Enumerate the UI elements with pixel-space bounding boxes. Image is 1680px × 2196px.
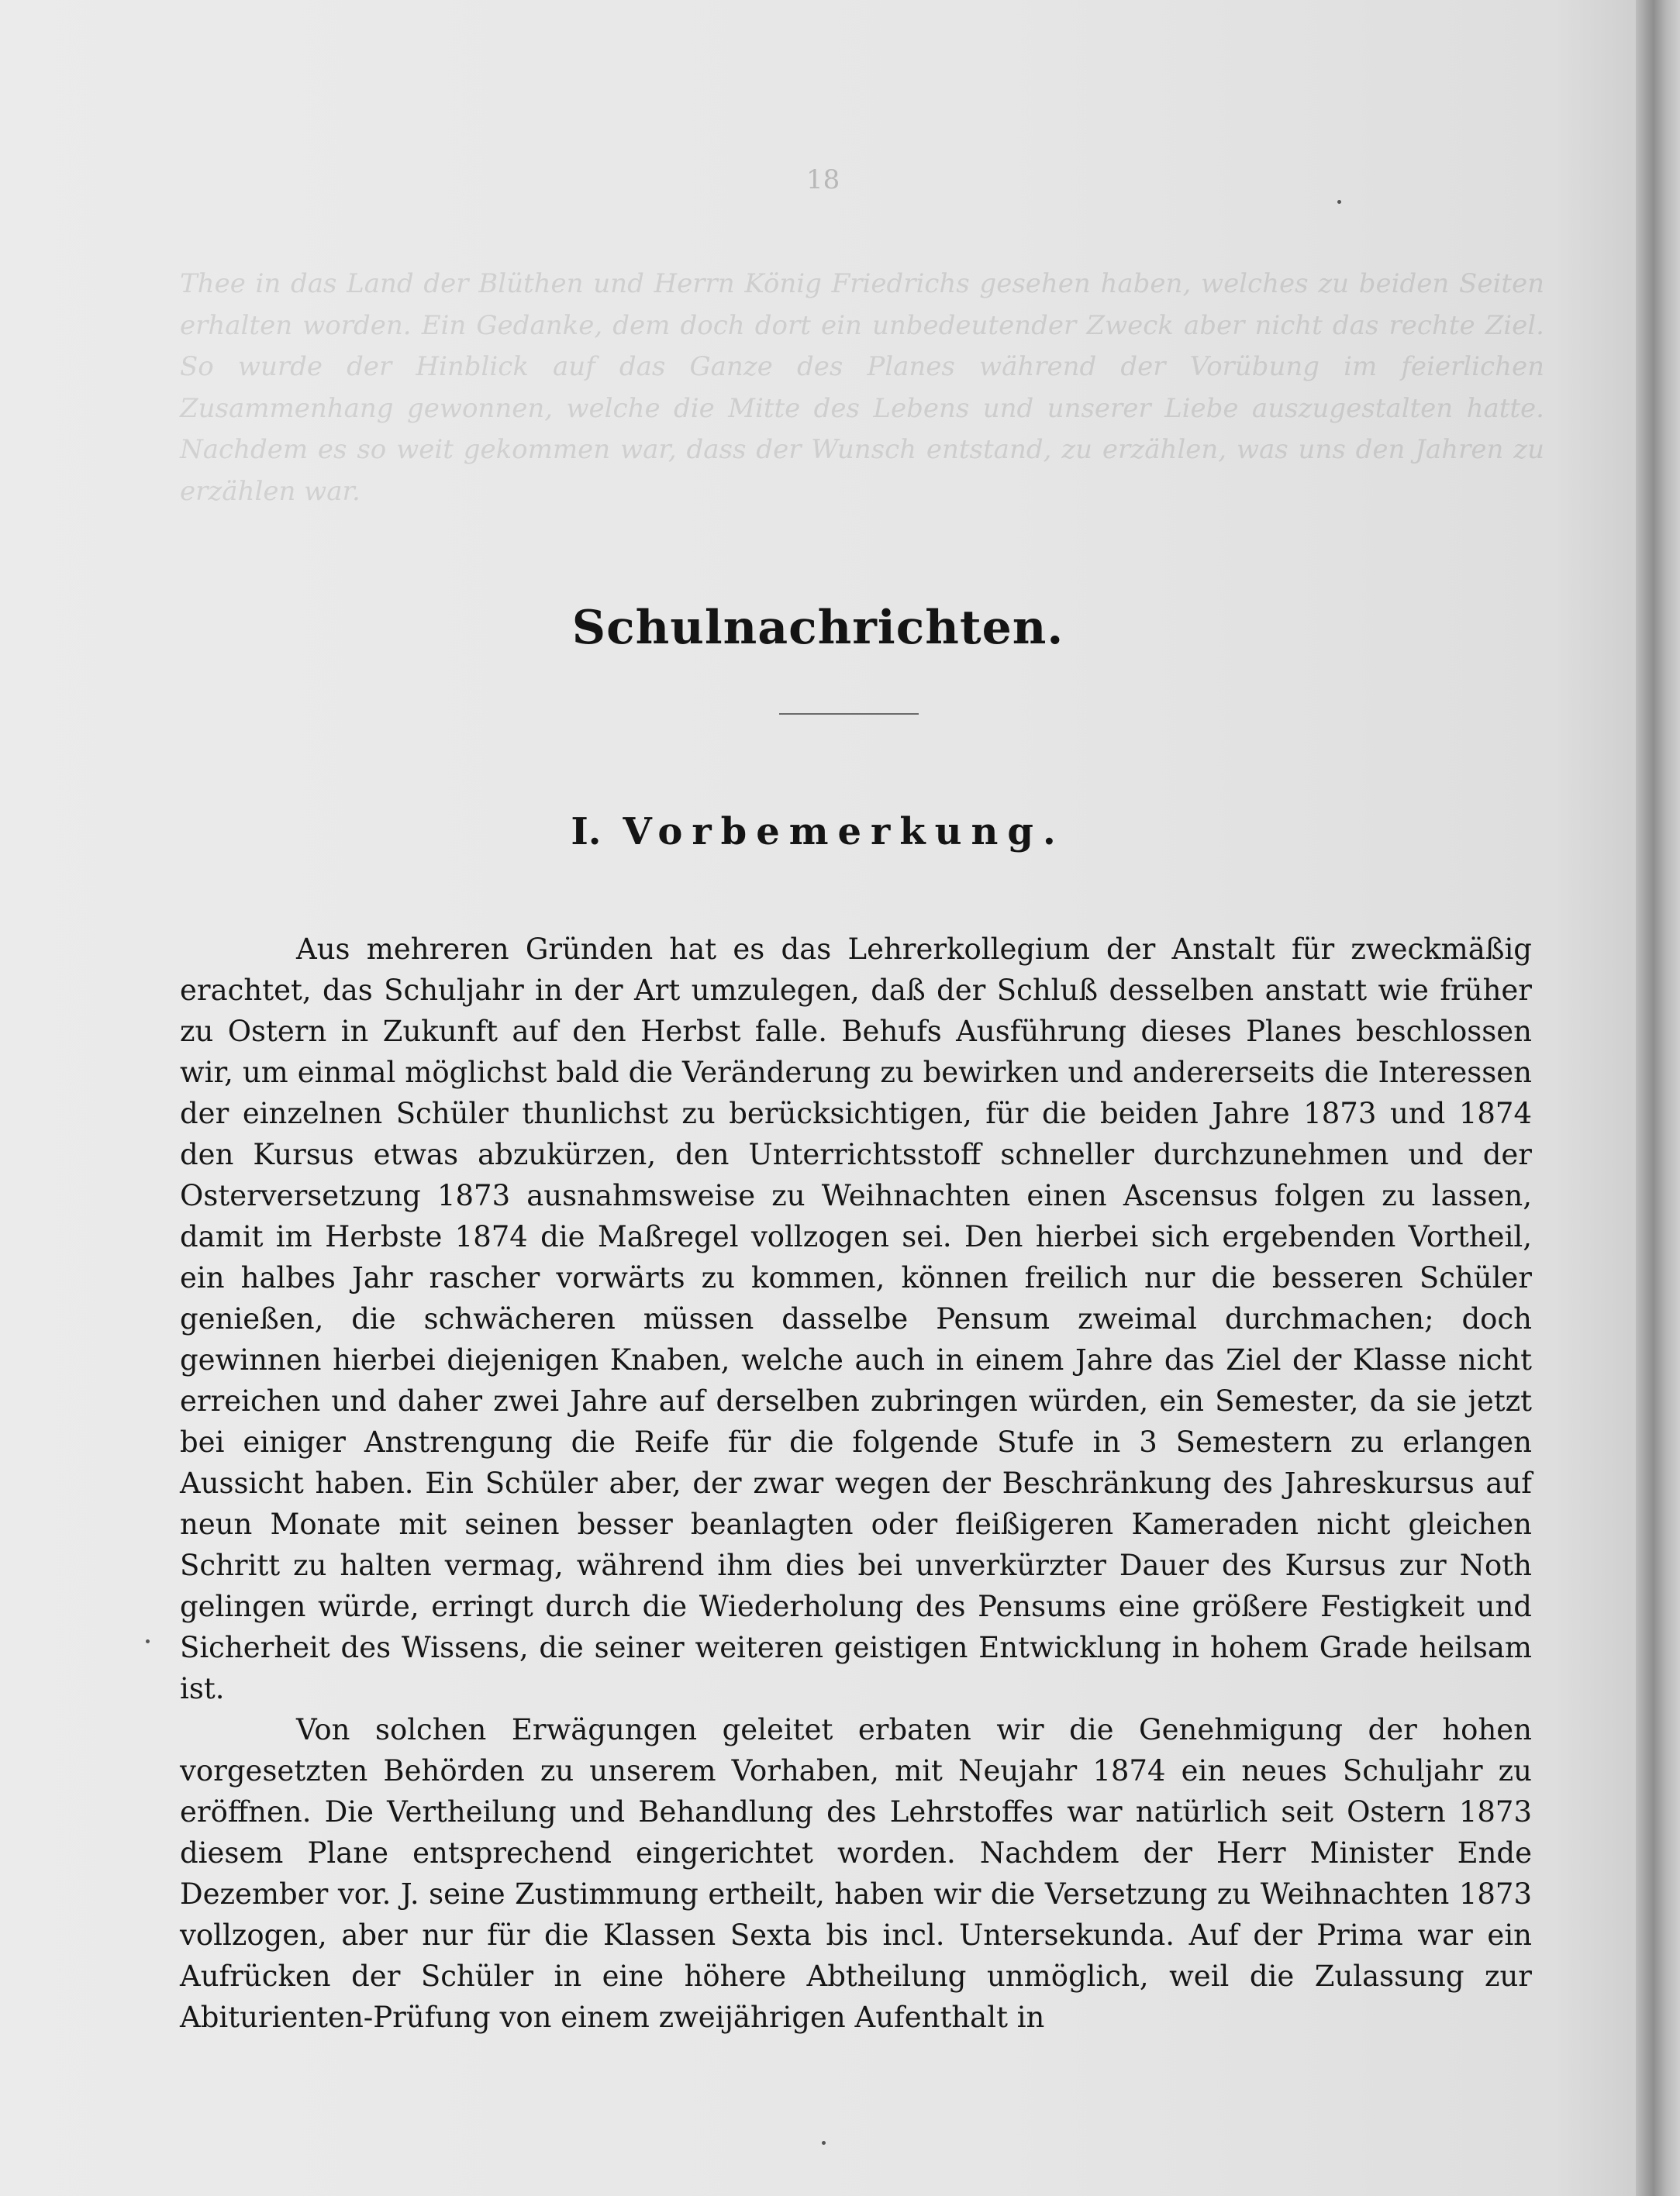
page-number: 18 [806,164,840,195]
speck-mark [146,1639,150,1643]
bleed-through-text: Thee in das Land der Blüthen und Herrn König Friedrichs gesehen haben, welches zu beiden Seiten erhalten worden. Ein Gedanke, dem doch dort ein unbedeutender Zweck aber nicht das rechte Ziel. So wurde der Hinblick auf das Ganze des Planes während der Vorübung im feierlichen Zusammenhang gewonnen, welche die Mitte des Lebens und unserer Liebe auszugestalten hatte. Nachdem es so weit gekommen war, dass der Wunsch entstand, zu erzählen, was uns den Jahren zu erzählen war. [180,268,1544,507]
speck-mark [822,2141,826,2145]
speck-mark [1337,200,1341,204]
book-binding-edge [1636,0,1680,2196]
heading-divider [779,713,919,715]
section-title [0,810,1636,853]
section-numeral: I. [571,810,602,853]
body-text [180,929,1532,2038]
section-title-text: Vorbemerkung. [623,810,1065,853]
paragraph-1: Aus mehreren Gründen hat es das Lehrerkollegium der Anstalt für zweckmäßig erachtet, das Schuljahr in der Art umzulegen, daß der Schluß desselben anstatt wie früher zu Ostern in Zukunft auf den Herbst falle. Behufs Ausführung dieses Planes beschlossen wir, um einmal möglichst bald die Veränderung zu bewirken und andererseits die Interessen der einzelnen Schüler thunlichst zu berücksichtigen, für die beiden Jahre 1873 und 1874 den Kursus etwas abzukürzen, den Unterrichtsstoff schneller durchzunehmen und der Osterversetzung 1873 ausnahmsweise zu Weihnachten einen Ascensus folgen zu lassen, damit im Herbste 1874 die Maßregel vollzogen sei. Den hierbei sich ergebenden Vortheil, ein halbes Jahr rascher vorwärts zu kommen, können freilich nur die besseren Schüler genießen, die schwächeren müssen dasselbe Pensum zweimal durchmachen; doch gewinnen hierbei diejenigen Knaben, welche auch in einem Jahre das Ziel der Klasse nicht erreichen und daher zwei Jahre auf derselben zubringen würden, ein Semester, da sie jetzt bei einiger Anstrengung die Reife für die folgende Stufe in 3 Semestern zu erlangen Aussicht haben. Ein Schüler aber, der zwar wegen der Beschränkung des Jahreskursus auf neun Monate mit seinen besser beanlagten oder fleißigeren Kameraden nicht gleichen Schritt zu halten vermag, während ihm dies bei unverkürzter Dauer des Kursus zur Noth gelingen würde, erringt durch die Wiederholung des Pensums eine größere Festigkeit und Sicherheit des Wissens, die seiner weiteren geistigen Entwicklung in hohem Grade heilsam ist. [180,933,1532,1705]
paragraph-2: Von solchen Erwägungen geleitet erbaten wir die Genehmigung der hohen vorgesetzten Behörden zu unserem Vorhaben, mit Neujahr 1874 ein neues Schuljahr zu eröffnen. Die Vertheilung und Behandlung des Lehrstoffes war natürlich seit Ostern 1873 diesem Plane entsprechend eingerichtet worden. Nachdem der Herr Minister Ende Dezember vor. J. seine Zustimmung ertheilt, haben wir die Versetzung zu Weihnachten 1873 vollzogen, aber nur für die Klassen Sexta bis incl. Untersekunda. Auf der Prima war ein Aufrücken der Schüler in eine höhere Abtheilung unmöglich, weil die Zulassung zur Abiturienten-Prüfung von einem zweijährigen Aufenthalt in [180,1713,1532,2034]
page-heading: Schulnachrichten. [571,601,1064,655]
